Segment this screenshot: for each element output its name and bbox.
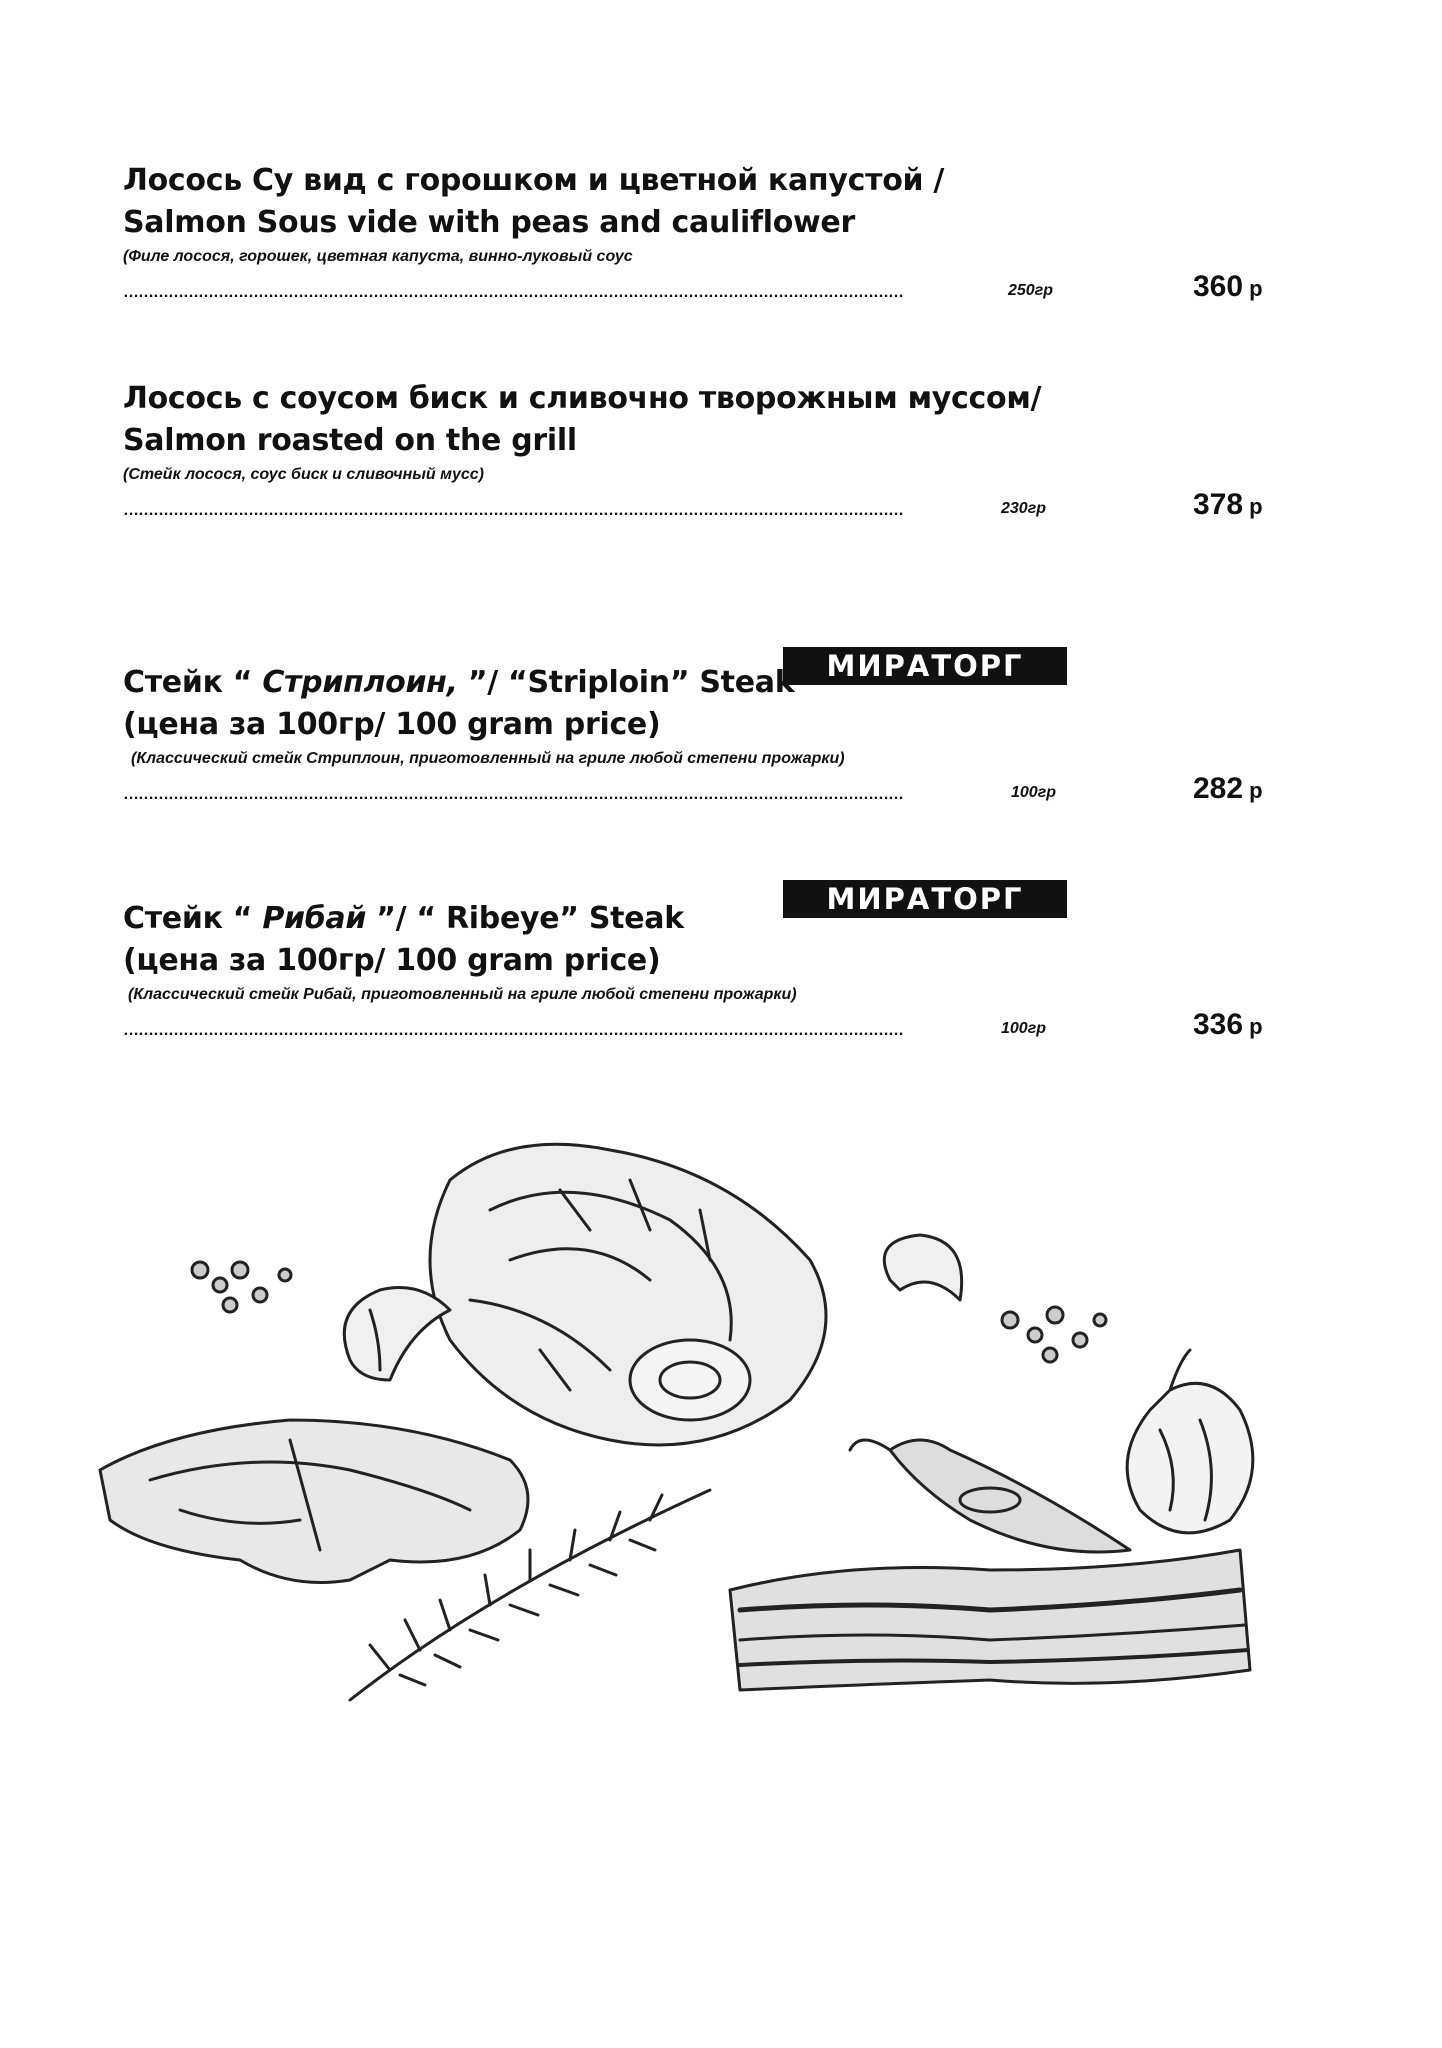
menu-item-striploin-steak [123, 662, 1273, 810]
item-price: 336 р [1193, 1008, 1263, 1041]
item-description: (Филе лосося, горошек, цветная капуста, винно-луковый соус [123, 248, 633, 265]
onion-icon [1127, 1350, 1253, 1533]
item-title: Стейк “ Стриплоин, ”/ “Striploin” Steak [123, 665, 795, 700]
item-price-note: (цена за 100гр/ 100 gram price) [123, 707, 661, 742]
price-row [123, 488, 1273, 526]
item-description: (Стейк лосося, соус биск и сливочный мусс) [123, 466, 484, 483]
item-title: Стейк “ Рибай ”/ “ Ribeye” Steak [123, 901, 684, 936]
item-weight: 250гр [1008, 282, 1054, 299]
miratorg-logo: МИРАТОРГ [783, 647, 1067, 685]
leader-dots: ………………………………………………………………………………………………………………………………………… [123, 284, 903, 301]
menu-item-ribeye-steak [123, 898, 1273, 1046]
item-weight: 230гр [1001, 500, 1047, 517]
item-title-en: Salmon Sous vide with peas and cauliflower [123, 205, 855, 240]
item-weight: 100гр [1011, 784, 1057, 801]
miratorg-logo: МИРАТОРГ [783, 880, 1067, 918]
item-price: 378 р [1193, 488, 1263, 521]
leader-dots: ………………………………………………………………………………………………………………………………………… [123, 502, 903, 519]
item-description: (Классический стейк Рибай, приготовленный на гриле любой степени прожарки) [128, 986, 797, 1003]
item-description: (Классический стейк Стриплоин, приготовленный на гриле любой степени прожарки) [131, 750, 845, 767]
item-title-ru: Лосось с соусом биск и сливочно творожным муссом/ [123, 381, 1042, 416]
item-price-note: (цена за 100гр/ 100 gram price) [123, 943, 661, 978]
item-title-ru: Лосось Су вид с горошком и цветной капустой / [123, 163, 945, 198]
bacon-icon [730, 1550, 1250, 1690]
chili-pepper-icon [850, 1440, 1130, 1552]
item-price: 282 р [1193, 772, 1263, 805]
item-weight: 100гр [1001, 1020, 1047, 1037]
menu-item-salmon-bisque [123, 378, 1273, 526]
t-bone-steak-icon [100, 1420, 528, 1583]
item-title-en: Salmon roasted on the grill [123, 423, 577, 458]
meat-roast-icon [430, 1144, 826, 1445]
leader-dots: ………………………………………………………………………………………………………………………………………… [123, 1022, 903, 1039]
price-row [123, 270, 1273, 308]
price-row [123, 772, 1273, 810]
item-price: 360 р [1193, 270, 1263, 303]
menu-item-salmon-sous-vide [123, 160, 1273, 308]
leader-dots: ………………………………………………………………………………………………………………………………………… [123, 786, 903, 803]
food-illustration [90, 1110, 1340, 1730]
price-row [123, 1008, 1273, 1046]
